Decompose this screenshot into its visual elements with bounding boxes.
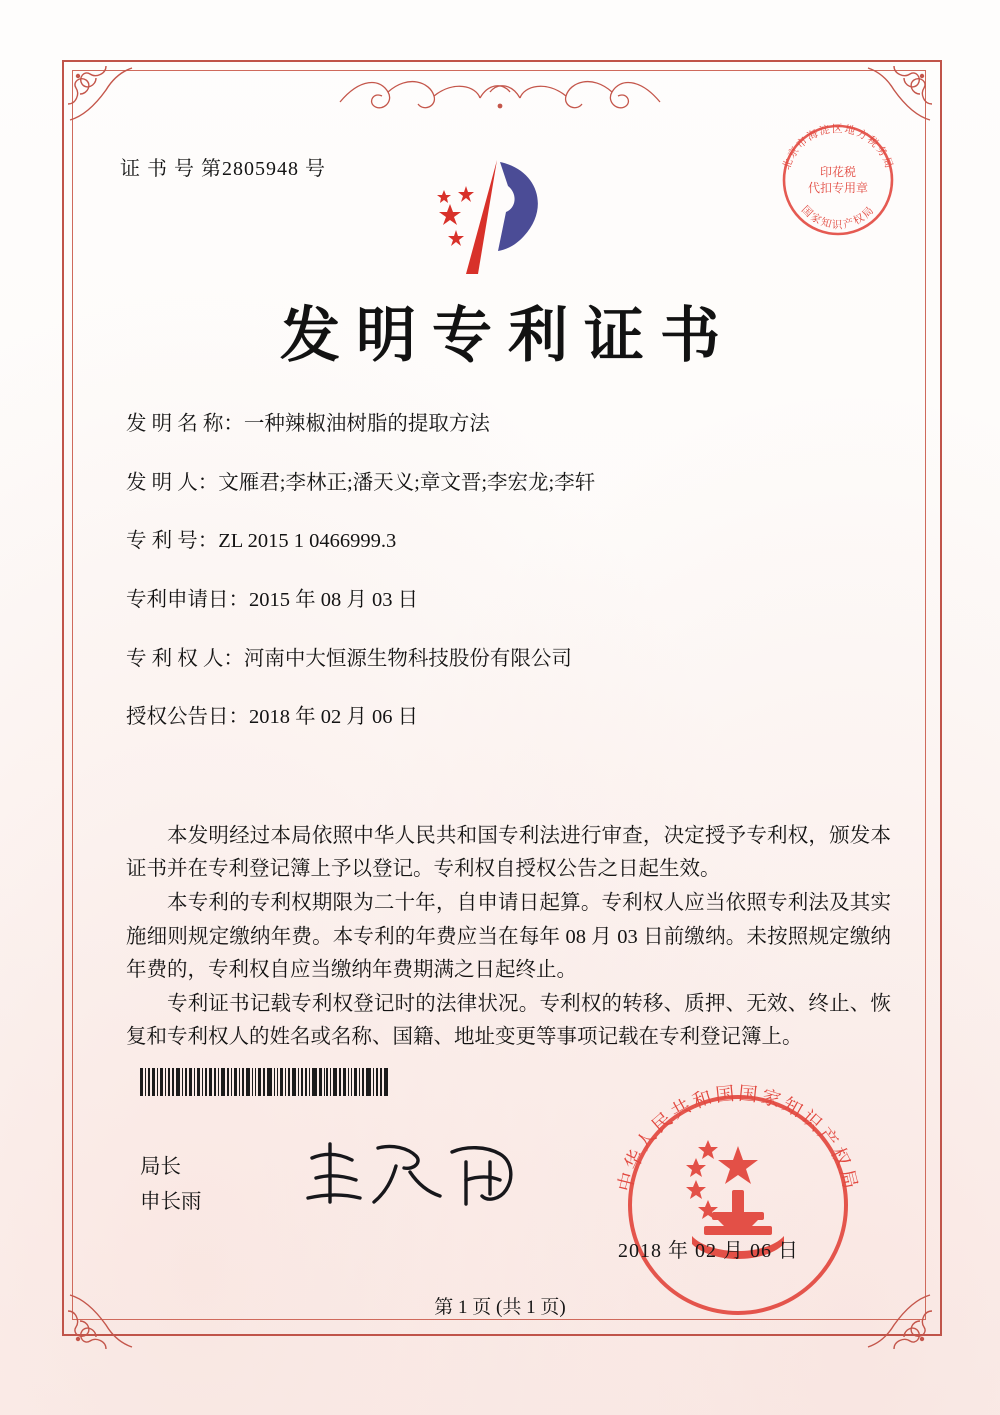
barcode-bar xyxy=(148,1068,150,1096)
barcode-bar xyxy=(348,1068,349,1096)
tax-stamp-line2: 代扣专用章 xyxy=(807,181,869,195)
handwritten-signature-icon xyxy=(300,1132,530,1212)
barcode-bar xyxy=(366,1068,371,1096)
barcode-bar xyxy=(182,1068,183,1096)
barcode-bar xyxy=(218,1068,219,1096)
barcode-bar xyxy=(189,1068,192,1096)
barcode-bar xyxy=(231,1068,232,1096)
barcode-bar xyxy=(194,1068,195,1096)
barcode-bar xyxy=(172,1068,174,1096)
body-paragraph-2: 本专利的专利权期限为二十年，自申请日起算。专利权人应当依照专利法及其实施细则规定缴纳年费。本专利的年费应当在每年 08 月 03 日前缴纳。未按照规定缴纳年费的，专利权自应当缴纳年费期满之日起终止。 xyxy=(126,892,891,981)
page-footer: 第 1 页 (共 1 页) xyxy=(434,1297,566,1318)
field-patent-number xyxy=(126,529,886,555)
field-value: 文雁君;李林正;潘天义;章文晋;李宏龙;李轩 xyxy=(218,471,596,494)
barcode-bar xyxy=(214,1068,216,1096)
body-paragraph-3: 专利证书记载专利权登记时的法律状况。专利权的转移、质押、无效、终止、恢复和专利权人的姓名或名称、国籍、地址变更等事项记载在专利登记簿上。 xyxy=(126,993,891,1049)
barcode-bar xyxy=(209,1068,212,1096)
barcode-bar xyxy=(301,1068,304,1096)
tax-stamp-line1: 印花税 xyxy=(819,165,857,179)
barcode-bar xyxy=(160,1068,163,1096)
barcode-bar xyxy=(165,1068,166,1096)
field-label: 专 利 号： xyxy=(126,530,219,553)
barcode-bar xyxy=(343,1068,346,1096)
barcode-bar xyxy=(258,1068,261,1096)
barcode-bar xyxy=(252,1068,254,1096)
barcode-bar xyxy=(157,1068,158,1096)
barcode-bar xyxy=(339,1068,341,1096)
barcode-bar xyxy=(227,1068,229,1096)
field-list xyxy=(126,412,886,764)
barcode-bar xyxy=(277,1068,279,1096)
barcode xyxy=(140,1068,390,1096)
body-paragraph-1: 本发明经过本局依照中华人民共和国专利法进行审查，决定授予专利权，颁发本证书并在专利登记簿上予以登记。专利权自授权公告之日起生效。 xyxy=(126,825,891,881)
barcode-bar xyxy=(380,1068,382,1096)
cnipa-logo-icon xyxy=(420,152,560,280)
barcode-bar xyxy=(239,1068,240,1096)
barcode-bar xyxy=(333,1068,337,1096)
barcode-bar xyxy=(221,1068,226,1096)
barcode-bar xyxy=(305,1068,307,1096)
svg-text:北京市海淀区地方税务局 xyxy=(781,122,896,171)
barcode-bar xyxy=(384,1068,388,1096)
barcode-bar xyxy=(373,1068,374,1096)
barcode-bar xyxy=(292,1068,296,1096)
director-title-label: 局长 xyxy=(140,1156,181,1178)
barcode-bar xyxy=(263,1068,265,1096)
body-text xyxy=(126,820,891,1055)
top-ornament-icon xyxy=(330,72,670,118)
field-label: 专利申请日： xyxy=(126,588,249,611)
barcode-bar xyxy=(362,1068,364,1096)
barcode-bar xyxy=(274,1068,275,1096)
barcode-bar xyxy=(168,1068,170,1096)
barcode-bar xyxy=(152,1068,156,1096)
barcode-bar xyxy=(324,1068,325,1096)
barcode-bar xyxy=(246,1068,250,1096)
barcode-bar xyxy=(359,1068,360,1096)
barcode-bar xyxy=(280,1068,283,1096)
field-value: 2018 年 02 月 06 日 xyxy=(249,706,419,729)
barcode-bar xyxy=(288,1068,290,1096)
barcode-bar xyxy=(267,1068,272,1096)
barcode-bar xyxy=(326,1068,328,1096)
certificate-number: 证 书 号 第2805948 号 xyxy=(120,158,326,180)
barcode-bar xyxy=(312,1068,317,1096)
field-value: 一种辣椒油树脂的提取方法 xyxy=(243,413,490,435)
barcode-bar xyxy=(330,1068,331,1096)
seal-date: 2018 年 02 月 06 日 xyxy=(618,1240,799,1262)
barcode-bar xyxy=(354,1068,357,1096)
barcode-bar xyxy=(205,1068,207,1096)
field-invention-title xyxy=(126,412,886,438)
official-seal-arc-text: 中华人民共和国国家知识产权局 xyxy=(615,1083,861,1194)
corner-ornament-icon xyxy=(66,64,136,134)
barcode-bar xyxy=(309,1068,310,1096)
tax-stamp-bottom-arc: 国家知识产权局 xyxy=(798,203,878,231)
barcode-bar xyxy=(242,1068,244,1096)
field-label: 发 明 人： xyxy=(126,471,219,494)
barcode-bar xyxy=(319,1068,322,1096)
barcode-bar xyxy=(145,1068,146,1096)
field-value: 2015 年 08 月 03 日 xyxy=(249,588,419,611)
barcode-bar xyxy=(298,1068,299,1096)
tax-stamp-top-arc: 北京市海淀区地方税务局 xyxy=(780,123,896,172)
field-label: 授权公告日： xyxy=(126,706,249,729)
tax-stamp xyxy=(768,110,908,250)
director-name: 申长雨 xyxy=(140,1190,202,1213)
barcode-bar xyxy=(234,1068,237,1096)
barcode-bar xyxy=(197,1068,201,1096)
field-label: 专 利 权 人： xyxy=(126,647,244,670)
field-application-date xyxy=(126,588,886,614)
barcode-bar xyxy=(351,1068,353,1096)
barcode-bar xyxy=(185,1068,187,1096)
barcode-bar xyxy=(176,1068,181,1096)
field-inventors xyxy=(126,471,886,497)
barcode-bar xyxy=(255,1068,256,1096)
field-label: 发 明 名 称： xyxy=(126,413,244,435)
barcode-bar xyxy=(285,1068,286,1096)
field-grant-date xyxy=(126,705,886,731)
barcode-bar xyxy=(376,1068,379,1096)
director-block xyxy=(140,1150,202,1220)
field-value: 河南中大恒源生物科技股份有限公司 xyxy=(243,647,572,670)
barcode-bar xyxy=(140,1068,143,1096)
field-value: ZL 2015 1 0466999.3 xyxy=(218,530,397,553)
barcode-bar xyxy=(202,1068,203,1096)
field-patentee xyxy=(126,647,886,673)
page-title: 发明专利证书 xyxy=(280,303,736,369)
svg-text:中华人民共和国国家知识产权局 xyxy=(614,1083,861,1194)
